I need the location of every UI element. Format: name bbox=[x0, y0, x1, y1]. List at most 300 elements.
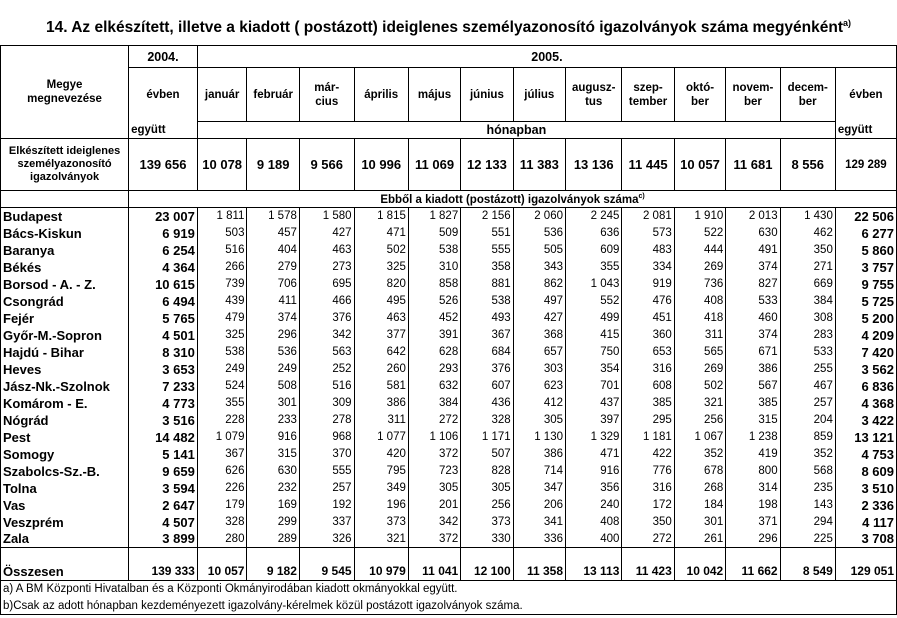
county-row bbox=[1, 412, 897, 429]
county-total-value: 4 209 bbox=[835, 327, 896, 344]
county-month-value: 1 067 bbox=[674, 429, 725, 446]
county-month-value: 386 bbox=[354, 395, 408, 412]
county-row bbox=[1, 327, 897, 344]
county-month-value: 301 bbox=[247, 395, 299, 412]
prepared-value: 11 681 bbox=[726, 139, 780, 191]
county-month-value: 1 181 bbox=[622, 429, 674, 446]
county-month-value: 493 bbox=[461, 310, 513, 327]
county-month-value: 516 bbox=[299, 378, 354, 395]
county-month-value: 179 bbox=[197, 497, 247, 514]
county-month-value: 462 bbox=[780, 225, 835, 242]
month-header bbox=[622, 68, 674, 122]
month-header-text: január bbox=[204, 88, 240, 101]
county-row bbox=[1, 497, 897, 514]
issued-caption-footnote-mark: c) bbox=[638, 192, 645, 200]
county-total-value: 3 653 bbox=[129, 361, 198, 378]
county-month-value: 293 bbox=[408, 361, 460, 378]
county-month-value: 859 bbox=[780, 429, 835, 446]
county-month-value: 257 bbox=[780, 395, 835, 412]
prepared-label-line: Elkészített ideiglenes bbox=[8, 145, 121, 157]
month-header-text: ber bbox=[743, 95, 762, 108]
prepared-row bbox=[1, 139, 897, 191]
county-total-value: 22 506 bbox=[835, 208, 896, 225]
county-name: Vas bbox=[1, 497, 129, 514]
county-month-value: 301 bbox=[674, 514, 725, 531]
county-month-value: 384 bbox=[780, 293, 835, 310]
prepared-value: 11 445 bbox=[622, 139, 674, 191]
county-total-value: 5 860 bbox=[835, 242, 896, 259]
county-month-value: 352 bbox=[780, 446, 835, 463]
county-month-value: 342 bbox=[299, 327, 354, 344]
county-month-value: 626 bbox=[197, 463, 247, 480]
county-total-value: 6 919 bbox=[129, 225, 198, 242]
county-month-value: 280 bbox=[197, 531, 247, 548]
county-month-value: 321 bbox=[674, 395, 725, 412]
county-month-value: 2 156 bbox=[461, 208, 513, 225]
county-header-line: megnevezése bbox=[27, 93, 102, 105]
footnote: a) A BM Központi Hivatalban és a Központi Okmányirodában kiadott okmányokkal együtt. bbox=[1, 581, 897, 598]
county-month-value: 342 bbox=[408, 514, 460, 531]
prepared-value: 11 383 bbox=[513, 139, 565, 191]
county-month-value: 143 bbox=[780, 497, 835, 514]
county-month-value: 420 bbox=[354, 446, 408, 463]
county-month-value: 1 077 bbox=[354, 429, 408, 446]
county-month-value: 439 bbox=[197, 293, 247, 310]
county-month-value: 296 bbox=[247, 327, 299, 344]
county-month-value: 427 bbox=[513, 310, 565, 327]
county-month-value: 360 bbox=[622, 327, 674, 344]
evben-2004-header: évben bbox=[129, 68, 198, 122]
county-month-value: 232 bbox=[247, 480, 299, 497]
county-month-value: 201 bbox=[408, 497, 460, 514]
county-month-value: 294 bbox=[780, 514, 835, 531]
county-month-value: 555 bbox=[461, 242, 513, 259]
county-month-value: 240 bbox=[566, 497, 622, 514]
county-month-value: 305 bbox=[408, 480, 460, 497]
county-month-value: 400 bbox=[566, 531, 622, 548]
honapban-header: hónapban bbox=[197, 122, 835, 139]
county-month-value: 169 bbox=[247, 497, 299, 514]
county-month-value: 2 060 bbox=[513, 208, 565, 225]
county-total-value: 7 420 bbox=[835, 344, 896, 361]
county-month-value: 508 bbox=[247, 378, 299, 395]
month-header-text: június bbox=[469, 88, 504, 101]
month-header-text: szep- bbox=[633, 81, 663, 94]
county-month-value: 509 bbox=[408, 225, 460, 242]
year-2005-header: 2005. bbox=[197, 46, 896, 68]
county-month-value: 373 bbox=[461, 514, 513, 531]
county-total-value: 14 482 bbox=[129, 429, 198, 446]
county-month-value: 316 bbox=[622, 361, 674, 378]
county-month-value: 347 bbox=[513, 480, 565, 497]
county-month-value: 463 bbox=[299, 242, 354, 259]
county-total-value: 5 200 bbox=[835, 310, 896, 327]
county-month-value: 386 bbox=[513, 446, 565, 463]
county-row bbox=[1, 446, 897, 463]
data-table bbox=[0, 45, 897, 615]
county-month-value: 341 bbox=[513, 514, 565, 531]
county-month-value: 352 bbox=[674, 446, 725, 463]
county-month-value: 565 bbox=[674, 344, 725, 361]
county-total-value: 5 765 bbox=[129, 310, 198, 327]
egyutt-2004-header: együtt bbox=[129, 122, 198, 139]
county-month-value: 820 bbox=[354, 276, 408, 293]
county-month-value: 968 bbox=[299, 429, 354, 446]
county-total-value: 4 368 bbox=[835, 395, 896, 412]
month-header-text: tus bbox=[585, 95, 603, 108]
county-month-value: 273 bbox=[299, 259, 354, 276]
total-value: 13 113 bbox=[566, 548, 622, 581]
county-month-value: 507 bbox=[461, 446, 513, 463]
county-month-value: 503 bbox=[197, 225, 247, 242]
prepared-value: 10 078 bbox=[197, 139, 247, 191]
footnote: b)Csak az adott hónapban kezdeményezett igazolvány-kérelmek közül postázott igazolványok száma. bbox=[1, 598, 897, 615]
county-total-value: 3 562 bbox=[835, 361, 896, 378]
month-header-text: július bbox=[524, 88, 555, 101]
county-month-value: 272 bbox=[408, 412, 460, 429]
county-month-value: 330 bbox=[461, 531, 513, 548]
county-total-value: 6 836 bbox=[835, 378, 896, 395]
county-month-value: 483 bbox=[622, 242, 674, 259]
total-value: 10 979 bbox=[354, 548, 408, 581]
county-month-value: 385 bbox=[622, 395, 674, 412]
county-month-value: 386 bbox=[726, 361, 780, 378]
county-name: Jász-Nk.-Szolnok bbox=[1, 378, 129, 395]
county-month-value: 249 bbox=[197, 361, 247, 378]
county-name: Somogy bbox=[1, 446, 129, 463]
county-row bbox=[1, 395, 897, 412]
county-month-value: 706 bbox=[247, 276, 299, 293]
issued-caption-row bbox=[1, 191, 897, 208]
county-month-value: 271 bbox=[780, 259, 835, 276]
county-row bbox=[1, 514, 897, 531]
county-month-value: 397 bbox=[566, 412, 622, 429]
county-month-value: 609 bbox=[566, 242, 622, 259]
county-month-value: 328 bbox=[461, 412, 513, 429]
county-name: Komárom - E. bbox=[1, 395, 129, 412]
county-name: Budapest bbox=[1, 208, 129, 225]
county-row bbox=[1, 208, 897, 225]
month-header bbox=[197, 68, 247, 122]
evben-2005-header: évben bbox=[835, 68, 896, 122]
county-month-value: 374 bbox=[726, 259, 780, 276]
prepared-value: 9 566 bbox=[299, 139, 354, 191]
county-month-value: 355 bbox=[566, 259, 622, 276]
county-month-value: 315 bbox=[247, 446, 299, 463]
county-month-value: 1 827 bbox=[408, 208, 460, 225]
county-total-value: 3 757 bbox=[835, 259, 896, 276]
county-month-value: 316 bbox=[622, 480, 674, 497]
county-month-value: 623 bbox=[513, 378, 565, 395]
county-total-value: 10 615 bbox=[129, 276, 198, 293]
month-header-text: május bbox=[417, 88, 452, 101]
county-month-value: 255 bbox=[780, 361, 835, 378]
prepared-label-line: személyazonosító bbox=[17, 158, 112, 170]
county-row bbox=[1, 480, 897, 497]
county-month-value: 349 bbox=[354, 480, 408, 497]
county-month-value: 499 bbox=[566, 310, 622, 327]
county-month-value: 308 bbox=[780, 310, 835, 327]
county-name: Heves bbox=[1, 361, 129, 378]
header-year-row bbox=[1, 46, 897, 68]
total-value: 10 042 bbox=[674, 548, 725, 581]
county-row bbox=[1, 361, 897, 378]
county-total-value: 4 501 bbox=[129, 327, 198, 344]
month-header bbox=[726, 68, 780, 122]
county-month-value: 476 bbox=[622, 293, 674, 310]
county-month-value: 451 bbox=[622, 310, 674, 327]
county-month-value: 337 bbox=[299, 514, 354, 531]
county-month-value: 457 bbox=[247, 225, 299, 242]
county-month-value: 505 bbox=[513, 242, 565, 259]
county-month-value: 1 130 bbox=[513, 429, 565, 446]
county-header-line: Megye bbox=[46, 79, 83, 91]
county-month-value: 269 bbox=[674, 361, 725, 378]
county-month-value: 628 bbox=[408, 344, 460, 361]
county-row bbox=[1, 463, 897, 480]
prepared-value: 8 556 bbox=[780, 139, 835, 191]
county-month-value: 334 bbox=[622, 259, 674, 276]
county-month-value: 444 bbox=[674, 242, 725, 259]
county-total-value: 3 899 bbox=[129, 531, 198, 548]
total-value: 12 100 bbox=[461, 548, 513, 581]
county-row bbox=[1, 429, 897, 446]
county-month-value: 422 bbox=[622, 446, 674, 463]
county-month-value: 437 bbox=[566, 395, 622, 412]
county-month-value: 916 bbox=[566, 463, 622, 480]
county-month-value: 408 bbox=[566, 514, 622, 531]
county-month-value: 862 bbox=[513, 276, 565, 293]
county-month-value: 371 bbox=[726, 514, 780, 531]
county-month-value: 1 171 bbox=[461, 429, 513, 446]
county-month-value: 367 bbox=[461, 327, 513, 344]
county-month-value: 636 bbox=[566, 225, 622, 242]
county-month-value: 310 bbox=[408, 259, 460, 276]
issued-caption-text: Ebből a kiadott (postázott) igazolványok száma bbox=[380, 193, 639, 206]
month-header bbox=[674, 68, 725, 122]
county-month-value: 204 bbox=[780, 412, 835, 429]
county-month-value: 502 bbox=[354, 242, 408, 259]
county-month-value: 299 bbox=[247, 514, 299, 531]
county-month-value: 269 bbox=[674, 259, 725, 276]
month-header-text: cius bbox=[315, 95, 339, 108]
county-month-value: 671 bbox=[726, 344, 780, 361]
county-month-value: 607 bbox=[461, 378, 513, 395]
county-month-value: 538 bbox=[461, 293, 513, 310]
county-month-value: 206 bbox=[513, 497, 565, 514]
county-month-value: 252 bbox=[299, 361, 354, 378]
county-month-value: 463 bbox=[354, 310, 408, 327]
county-month-value: 350 bbox=[622, 514, 674, 531]
county-row bbox=[1, 344, 897, 361]
county-total-value: 3 422 bbox=[835, 412, 896, 429]
county-name: Békés bbox=[1, 259, 129, 276]
county-name: Szabolcs-Sz.-B. bbox=[1, 463, 129, 480]
county-month-value: 233 bbox=[247, 412, 299, 429]
county-month-value: 367 bbox=[197, 446, 247, 463]
county-month-value: 256 bbox=[461, 497, 513, 514]
county-total-value: 9 755 bbox=[835, 276, 896, 293]
county-month-value: 1 910 bbox=[674, 208, 725, 225]
county-total-value: 4 117 bbox=[835, 514, 896, 531]
county-month-value: 419 bbox=[726, 446, 780, 463]
county-month-value: 502 bbox=[674, 378, 725, 395]
county-month-value: 354 bbox=[566, 361, 622, 378]
month-header-text: decem- bbox=[787, 81, 828, 94]
county-month-value: 305 bbox=[513, 412, 565, 429]
county-row bbox=[1, 242, 897, 259]
county-month-value: 321 bbox=[354, 531, 408, 548]
county-month-value: 1 329 bbox=[566, 429, 622, 446]
month-header bbox=[780, 68, 835, 122]
county-month-value: 526 bbox=[408, 293, 460, 310]
county-row bbox=[1, 378, 897, 395]
county-name: Győr-M.-Sopron bbox=[1, 327, 129, 344]
county-name: Fejér bbox=[1, 310, 129, 327]
county-month-value: 272 bbox=[622, 531, 674, 548]
county-total-value: 6 277 bbox=[835, 225, 896, 242]
county-month-value: 283 bbox=[780, 327, 835, 344]
month-header bbox=[354, 68, 408, 122]
month-header-text: októ- bbox=[685, 81, 715, 94]
county-month-value: 249 bbox=[247, 361, 299, 378]
county-month-value: 370 bbox=[299, 446, 354, 463]
county-month-value: 533 bbox=[726, 293, 780, 310]
county-month-value: 1 578 bbox=[247, 208, 299, 225]
county-month-value: 573 bbox=[622, 225, 674, 242]
county-month-value: 1 106 bbox=[408, 429, 460, 446]
total-value: 11 423 bbox=[622, 548, 674, 581]
county-name: Pest bbox=[1, 429, 129, 446]
county-month-value: 881 bbox=[461, 276, 513, 293]
county-total-value: 4 773 bbox=[129, 395, 198, 412]
county-month-value: 256 bbox=[674, 412, 725, 429]
county-total-value: 8 609 bbox=[835, 463, 896, 480]
county-month-value: 377 bbox=[354, 327, 408, 344]
total-label: Összesen bbox=[1, 548, 129, 581]
county-month-value: 374 bbox=[247, 310, 299, 327]
county-month-value: 471 bbox=[566, 446, 622, 463]
county-month-value: 1 815 bbox=[354, 208, 408, 225]
county-month-value: 418 bbox=[674, 310, 725, 327]
county-month-value: 828 bbox=[461, 463, 513, 480]
county-month-value: 467 bbox=[780, 378, 835, 395]
county-name: Baranya bbox=[1, 242, 129, 259]
county-total-value: 2 336 bbox=[835, 497, 896, 514]
county-total-value: 3 594 bbox=[129, 480, 198, 497]
county-month-value: 466 bbox=[299, 293, 354, 310]
county-month-value: 536 bbox=[247, 344, 299, 361]
county-month-value: 536 bbox=[513, 225, 565, 242]
county-month-value: 309 bbox=[299, 395, 354, 412]
county-month-value: 551 bbox=[461, 225, 513, 242]
county-month-value: 2 013 bbox=[726, 208, 780, 225]
total-value: 10 057 bbox=[197, 548, 247, 581]
county-name: Nógrád bbox=[1, 412, 129, 429]
county-month-value: 800 bbox=[726, 463, 780, 480]
county-month-value: 1 079 bbox=[197, 429, 247, 446]
county-month-value: 630 bbox=[726, 225, 780, 242]
county-month-value: 355 bbox=[197, 395, 247, 412]
county-month-value: 736 bbox=[674, 276, 725, 293]
county-month-value: 412 bbox=[513, 395, 565, 412]
county-month-value: 257 bbox=[299, 480, 354, 497]
month-header-text: már- bbox=[314, 81, 340, 94]
county-row bbox=[1, 225, 897, 242]
county-month-value: 858 bbox=[408, 276, 460, 293]
county-month-value: 750 bbox=[566, 344, 622, 361]
issued-caption bbox=[129, 191, 897, 208]
total-value: 9 545 bbox=[299, 548, 354, 581]
county-month-value: 533 bbox=[780, 344, 835, 361]
county-month-value: 460 bbox=[726, 310, 780, 327]
county-total-value: 5 725 bbox=[835, 293, 896, 310]
month-header-text: április bbox=[364, 88, 399, 101]
county-total-value: 6 254 bbox=[129, 242, 198, 259]
prepared-value: 10 996 bbox=[354, 139, 408, 191]
county-total-value: 3 510 bbox=[835, 480, 896, 497]
total-value: 8 549 bbox=[780, 548, 835, 581]
county-month-value: 522 bbox=[674, 225, 725, 242]
county-total-value: 5 141 bbox=[129, 446, 198, 463]
county-month-value: 226 bbox=[197, 480, 247, 497]
county-month-value: 632 bbox=[408, 378, 460, 395]
county-name: Tolna bbox=[1, 480, 129, 497]
prepared-label-line: igazolványok bbox=[30, 171, 100, 183]
county-name: Csongrád bbox=[1, 293, 129, 310]
county-name: Bács-Kiskun bbox=[1, 225, 129, 242]
county-month-value: 374 bbox=[726, 327, 780, 344]
county-month-value: 225 bbox=[780, 531, 835, 548]
county-month-value: 657 bbox=[513, 344, 565, 361]
total-row bbox=[1, 548, 897, 581]
county-month-value: 495 bbox=[354, 293, 408, 310]
county-month-value: 268 bbox=[674, 480, 725, 497]
county-name: Zala bbox=[1, 531, 129, 548]
county-month-value: 479 bbox=[197, 310, 247, 327]
county-total-value: 13 121 bbox=[835, 429, 896, 446]
county-month-value: 795 bbox=[354, 463, 408, 480]
county-total-value: 4 364 bbox=[129, 259, 198, 276]
month-header bbox=[408, 68, 460, 122]
county-month-value: 356 bbox=[566, 480, 622, 497]
county-month-value: 608 bbox=[622, 378, 674, 395]
county-month-value: 391 bbox=[408, 327, 460, 344]
county-month-value: 350 bbox=[780, 242, 835, 259]
county-month-value: 385 bbox=[726, 395, 780, 412]
county-month-value: 427 bbox=[299, 225, 354, 242]
county-row bbox=[1, 293, 897, 310]
prepared-label bbox=[1, 139, 129, 191]
prepared-value: 9 189 bbox=[247, 139, 299, 191]
county-month-value: 279 bbox=[247, 259, 299, 276]
county-month-value: 436 bbox=[461, 395, 513, 412]
county-month-value: 196 bbox=[354, 497, 408, 514]
total-value: 139 333 bbox=[129, 548, 198, 581]
county-month-value: 368 bbox=[513, 327, 565, 344]
county-month-value: 1 238 bbox=[726, 429, 780, 446]
county-month-value: 714 bbox=[513, 463, 565, 480]
prepared-value: 12 133 bbox=[461, 139, 513, 191]
county-month-value: 919 bbox=[622, 276, 674, 293]
county-total-value: 8 310 bbox=[129, 344, 198, 361]
month-header-text: február bbox=[253, 88, 293, 101]
county-month-value: 328 bbox=[197, 514, 247, 531]
prepared-value: 13 136 bbox=[566, 139, 622, 191]
county-name: Veszprém bbox=[1, 514, 129, 531]
county-month-value: 372 bbox=[408, 531, 460, 548]
county-month-value: 305 bbox=[461, 480, 513, 497]
